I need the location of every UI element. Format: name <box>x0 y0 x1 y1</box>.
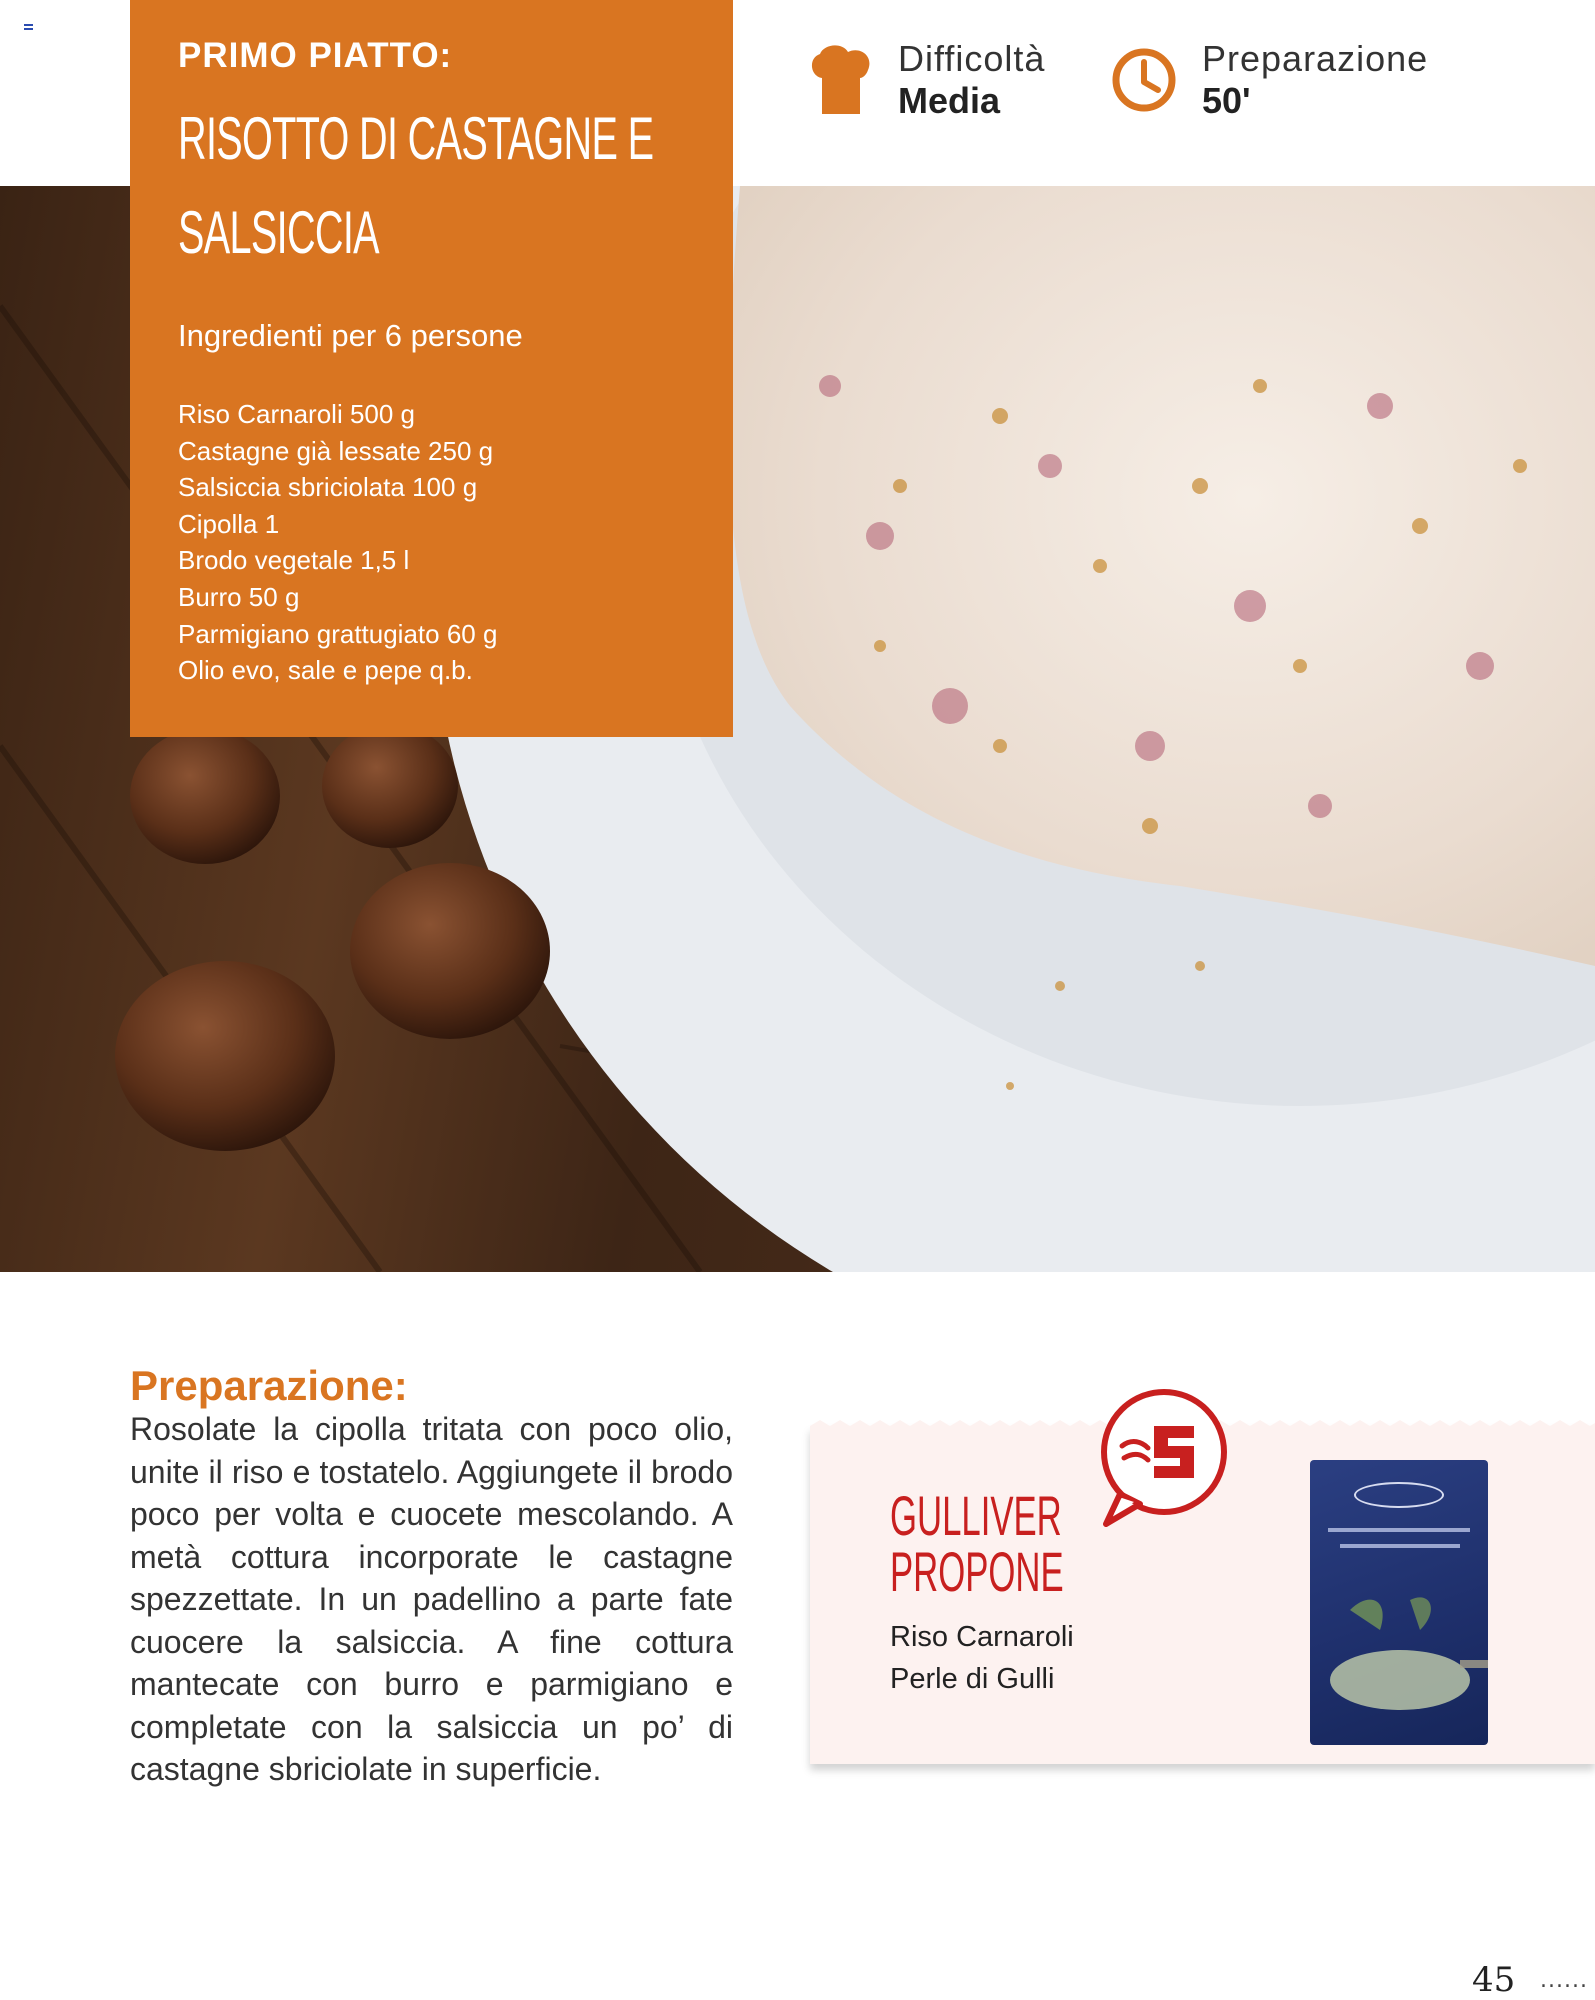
ingredient-item: Cipolla 1 <box>178 508 280 539</box>
package-spoon-illustration <box>1310 1590 1488 1740</box>
difficulty-info <box>808 30 1045 130</box>
prep-time-label: Preparazione <box>1202 38 1429 79</box>
ingredient-item: Parmigiano grattugiato 60 g <box>178 618 498 649</box>
promo-product <box>890 1616 1074 1700</box>
difficulty-value: Media <box>898 80 1001 121</box>
package-logo <box>1354 1482 1444 1508</box>
prep-time-value: 50' <box>1202 80 1251 121</box>
chef-hat-icon <box>808 44 874 116</box>
promo-brand-line-2: PROPONE <box>890 1540 1064 1603</box>
prep-time-info <box>1110 30 1428 130</box>
ingredient-item: Brodo vegetale 1,5 l <box>178 545 410 576</box>
promo-brand-line-1: GULLIVER <box>890 1484 1062 1547</box>
preparation-heading: Preparazione: <box>130 1362 408 1409</box>
page-number: 45 <box>1472 1960 1516 2000</box>
preparation-text: Rosolate la cipolla tritata con poco olio, unite il riso e tostatelo. Aggiungete il brodo poco per volta e cuocete mescolando. A metà cottura incorporate le castagne spezzettate. In un padellino a parte fate cuocere la salsiccia. A fine cottura mantecate con burro e parmigiano e completate con la salsiccia un po’ di castagne sbriciolate in superficie. <box>130 1411 733 1787</box>
difficulty-label: Difficoltà <box>898 38 1046 79</box>
gulliver-logo-icon <box>1092 1386 1232 1536</box>
ingredient-item: Castagne già lessate 250 g <box>178 435 494 466</box>
recipe-title <box>178 92 693 280</box>
ingredient-item: Salsiccia sbriciolata 100 g <box>178 472 478 503</box>
ingredient-item: Riso Carnaroli 500 g <box>178 399 416 429</box>
promo-brand <box>890 1484 1076 1603</box>
ingredient-item: Olio evo, sale e pepe q.b. <box>178 655 473 686</box>
ingredient-item: Burro 50 g <box>178 581 300 612</box>
ingredients-heading: Ingredienti per 6 persone <box>178 318 523 353</box>
promo-product-line-1: Riso Carnaroli <box>890 1621 1074 1653</box>
recipe-title-line-2: SALSICCIA <box>178 199 379 266</box>
corner-marker <box>24 24 33 34</box>
ingredients-panel <box>130 0 733 737</box>
promo-product-line-2: Perle di Gulli <box>890 1663 1055 1695</box>
page-dots: ...... <box>1540 1968 1588 1993</box>
course-label: PRIMO PIATTO: <box>178 36 453 75</box>
rice-package-image <box>1310 1460 1488 1745</box>
ingredients-list <box>178 396 497 689</box>
clock-icon <box>1110 46 1178 114</box>
recipe-title-line-1: RISOTTO DI CASTAGNE E <box>178 105 654 172</box>
